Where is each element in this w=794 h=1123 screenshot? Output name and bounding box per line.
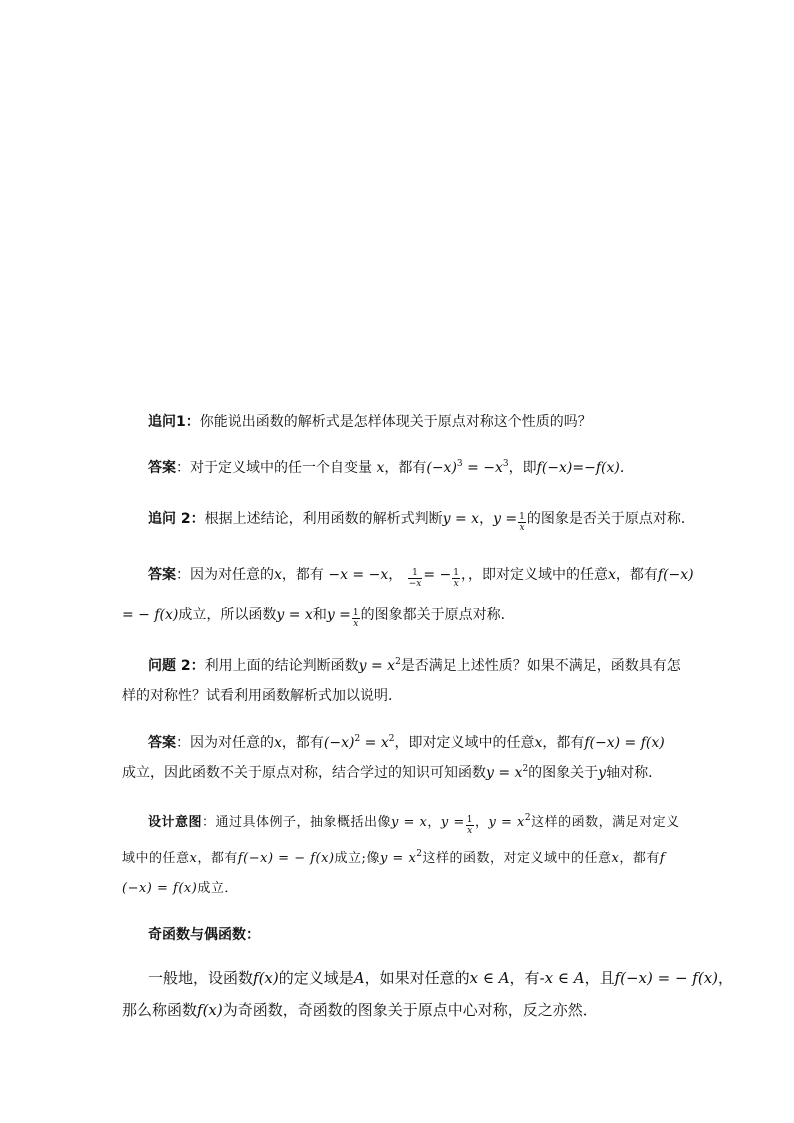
design-intent-line-1: 设计意图：通过具体例子，抽象概括出像y = x，y = $\frac{1}{x}$ ，$y = x^2$这样的函数，满足对定义: [148, 813, 680, 836]
followup-question-2: 追问 2：根据上述结论，利用函数的解析式判断y = x，y = $\frac{1}{x}$ 的图象是否关于原点对称．: [148, 511, 695, 533]
section-heading-odd-even: 奇函数与偶函数：: [148, 927, 260, 943]
followup-2-label: 追问 2：: [148, 511, 205, 527]
answer-1-label: 答案: [148, 460, 176, 476]
answer-1: 答案：对于定义域中的任一个自变量 x，都有$(-x)^3 = -x^3$，即f(−x)=−f(x)．: [148, 459, 634, 476]
followup-1-label: 追问1：: [148, 414, 200, 430]
design-intent-line-2: 域中的任意x，都有f(−x) = − f(x)成立;像$y = x^2$这样的函数，对定义域中的任意x，都有f: [122, 849, 666, 866]
answer-3-line-1: 答案：因为对任意的x，都有$(-x)^2 = x^2$，即对定义域中的任意x，都有f(−x) = f(x): [148, 734, 665, 751]
definition-line-1: 一般地，设函数f(x)的定义域是A，如果对任意的x ∈ A，有-x ∈ A，且f(−x) = − f(x)，: [148, 969, 734, 987]
problem-2-label: 问题 2：: [148, 658, 205, 674]
fraction-1-over-x: $\frac{1}{x}$: [519, 512, 525, 533]
followup-1-text: 你能说出函数的解析式是怎样体现关于原点对称这个性质的吗？: [199, 414, 592, 430]
answer-3-line-2: 成立，因此函数不关于原点对称，结合学过的知识可知函数$y = x^2$的图象关于y轴对称．: [122, 764, 663, 781]
answer-2-line-1: 答案：因为对任意的x，都有 −x = −x， $\frac{1}{-x}$ = − $\frac{1}{x}$ ，，即对定义域中的任意x，都有f(−x): [148, 567, 694, 589]
followup-question-1: [148, 412, 592, 432]
design-intent-label: 设计意图: [148, 815, 203, 830]
definition-line-2: 那么称函数f(x)为奇函数，奇函数的图象关于原点中心对称，反之亦然．: [122, 1001, 598, 1019]
answer-3-label: 答案: [148, 735, 176, 751]
answer-2-line-2: = − f(x)成立，所以函数y = x和y = $\frac{1}{x}$ 的图象都关于原点对称．: [122, 607, 515, 629]
fraction-1-over-x-2: $\frac{1}{x}$: [453, 568, 459, 589]
problem-2-line-1: 问题 2：利用上面的结论判断函数$y = x^2$是否满足上述性质？如果不满足，函数具有怎: [148, 657, 681, 674]
answer-2-label: 答案: [148, 567, 176, 583]
problem-2-line-2: 样的对称性？试看利用函数解析式加以说明．: [122, 688, 402, 704]
fraction-1-over-neg-x: $\frac{1}{-x}$: [408, 568, 422, 589]
design-intent-line-3: (−x) = f(x)成立．: [122, 881, 238, 896]
